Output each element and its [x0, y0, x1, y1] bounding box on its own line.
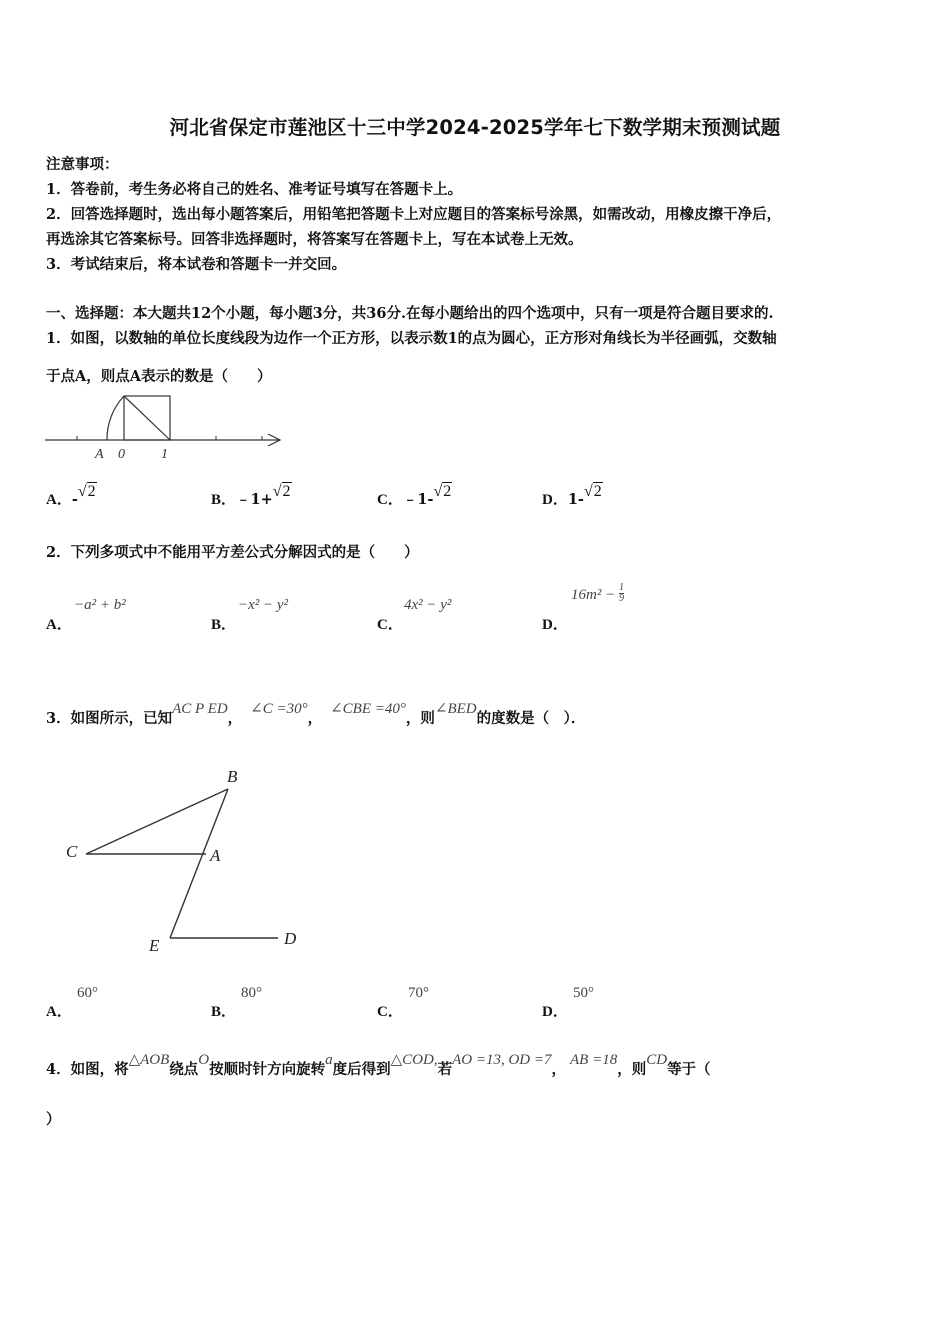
- q4-stem: 4．如图，将△AOB绕点O按顺时针方向旋转a度后得到△COD,若AO =13, OD =7，AB =18，则CD等于（: [46, 1052, 711, 1078]
- q1-fig-label-a: A: [95, 447, 104, 462]
- q1-line2: 于点A，则点A表示的数是（ ）: [46, 368, 272, 385]
- q3-stem: 3．如图所示，已知AC P ED，∠C =30°，∠CBE =40°，则∠BED的度数是（ ）．: [46, 701, 586, 727]
- q3-triangle-figure: [60, 760, 310, 960]
- q3-fig-label-e: E: [149, 936, 160, 955]
- q2-option-a-letter[interactable]: A．: [46, 617, 72, 633]
- notice-item-3: 3．考试结束后，将本试卷和答题卡一并交回。: [46, 256, 347, 273]
- q3-option-c-value: 70°: [408, 985, 429, 1001]
- q2-option-d-expr: 16m² − $\frac{1}{9}$: [571, 582, 624, 604]
- q1-option-d[interactable]: D．1-√2: [542, 483, 602, 508]
- q3-fig-label-b: B: [227, 767, 238, 786]
- q3-option-a-value: 60°: [77, 985, 98, 1001]
- notice-item-1: 1．答卷前，考生务必将自己的姓名、准考证号填写在答题卡上。: [46, 181, 463, 198]
- q3-fig-label-c: C: [66, 842, 78, 861]
- q4-line2: ）: [46, 1111, 61, 1128]
- q3-option-b-value: 80°: [241, 985, 262, 1001]
- q3-option-b-letter[interactable]: B．: [211, 1004, 237, 1020]
- q1-option-a[interactable]: A．-√2: [46, 483, 96, 508]
- notice-item-2a: 2．回答选择题时，选出每小题答案后，用铅笔把答题卡上对应题目的答案标号涂黑，如需改动，用橡皮擦干净后，: [46, 206, 782, 223]
- page-title: 河北省保定市莲池区十三中学2024-2025学年七下数学期末预测试题: [169, 116, 781, 139]
- q3-option-a-letter[interactable]: A．: [46, 1004, 72, 1020]
- q2-option-c-letter[interactable]: C．: [377, 617, 403, 633]
- q2-option-b-letter[interactable]: B．: [211, 617, 237, 633]
- q1-fig-label-0: 0: [118, 447, 125, 462]
- q1-fig-label-1: 1: [161, 447, 168, 462]
- q3-option-c-letter[interactable]: C．: [377, 1004, 403, 1020]
- q1-option-c[interactable]: C．﹣1-√2: [377, 483, 452, 508]
- section-heading: 一、选择题：本大题共12个小题，每小题3分，共36分.在每小题给出的四个选项中，只有一项是符合题目要求的.: [46, 305, 774, 322]
- notice-heading: 注意事项：: [46, 156, 119, 173]
- q3-fig-label-a: A: [210, 846, 221, 865]
- q3-fig-label-d: D: [284, 929, 297, 948]
- q1-line1: 1．如图，以数轴的单位长度线段为边作一个正方形，以表示数1的点为圆心，正方形对角线长为半径画弧，交数轴: [46, 330, 777, 347]
- q2-option-b-expr: −x² − y²: [238, 597, 289, 613]
- q3-option-d-letter[interactable]: D．: [542, 1004, 568, 1020]
- q1-option-b[interactable]: B．﹣1+√2: [211, 483, 291, 508]
- q2-option-c-expr: 4x² − y²: [404, 597, 452, 613]
- q2-stem: 2．下列多项式中不能用平方差公式分解因式的是（ ）: [46, 544, 419, 561]
- q2-option-a-expr: −a² + b²: [74, 597, 126, 613]
- q1-number-line-figure: [40, 388, 290, 463]
- notice-item-2b: 再选涂其它答案标号。回答非选择题时，将答案写在答题卡上，写在本试卷上无效。: [46, 231, 583, 248]
- q2-option-d-letter[interactable]: D．: [542, 617, 568, 633]
- q3-option-d-value: 50°: [573, 985, 594, 1001]
